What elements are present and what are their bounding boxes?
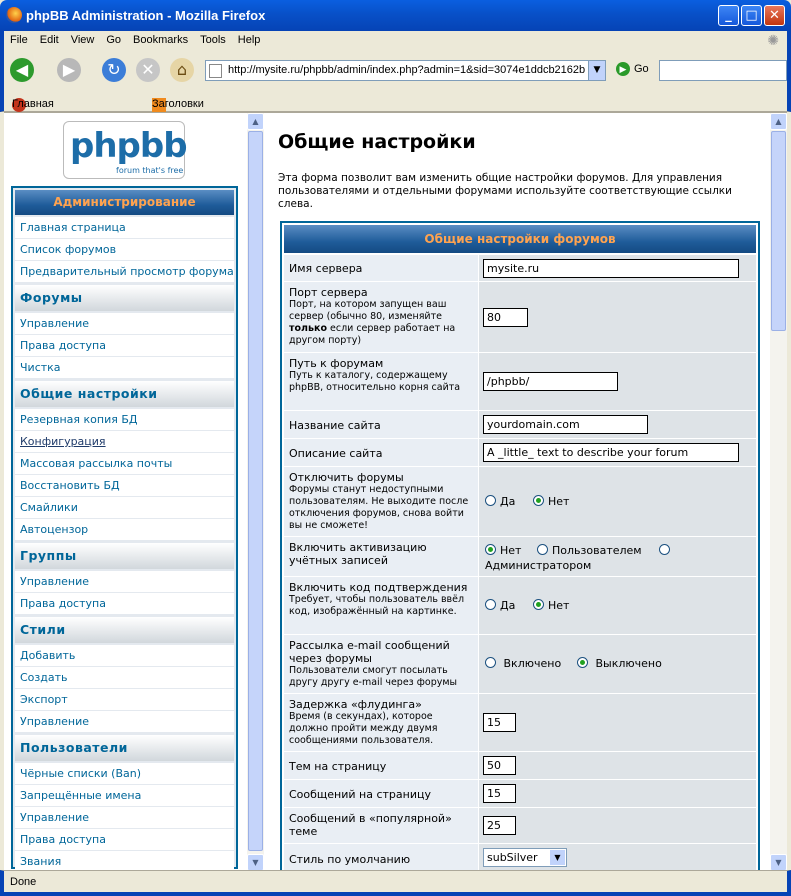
hot-threshold-input[interactable]: 25 [483,816,516,835]
throbber-icon: ✺ [767,33,779,49]
row-server-name: Имя сервера mysite.ru [284,254,756,281]
nav-cat-general: Общие настройки [15,381,234,407]
nav-header: Администрирование [15,190,234,215]
row-site-name: Название сайта yourdomain.com [284,410,756,438]
menu-edit[interactable]: Edit [39,34,59,46]
nav-item-ban[interactable]: Чёрные списки (Ban) [15,763,234,785]
nav-item-forums-manage[interactable]: Управление [15,313,234,335]
posts-per-page-input[interactable]: 15 [483,784,516,803]
page-title: Общие настройки [278,131,476,153]
menu-bar [0,31,791,52]
browser-content [4,112,787,870]
forward-icon[interactable]: ▶ [57,58,81,82]
row-script-path: Путь к форумам Путь к каталогу, содержащему phpBB, относительно корня сайта /phpbb/ [284,352,756,410]
right-frame [267,113,787,871]
search-input[interactable] [659,60,787,81]
nav-cat-styles: Стили [15,617,234,643]
form-header: Общие настройки форумов [284,225,756,253]
left-scroll-thumb[interactable] [248,131,263,851]
reload-icon[interactable]: ↻ [102,58,126,82]
nav-item-mass-email[interactable]: Массовая рассылка почты [15,453,234,475]
phpbb-logo: phpbb forum that's free [63,121,185,179]
email-on-radio[interactable]: Включено [485,657,561,670]
scroll-down-icon[interactable]: ▼ [247,854,264,871]
nav-item-styles-export[interactable]: Экспорт [15,689,234,711]
row-server-port: Порт сервера Порт, на котором запущен ваш сервер (обычно 80, изменяйте только если сервер работает на другом порту) 80 [284,281,756,352]
chevron-down-icon: ▼ [550,850,565,865]
scroll-down-icon[interactable]: ▼ [770,854,787,871]
admin-nav [11,186,238,869]
nav-item-groups-permissions[interactable]: Права доступа [15,593,234,615]
nav-item-ranks[interactable]: Звания [15,851,234,873]
activation-no-radio[interactable]: Нет [485,544,521,557]
go-icon: ▶ [616,62,630,76]
nav-item-forums-prune[interactable]: Чистка [15,357,234,379]
nav-item-restore[interactable]: Восстановить БД [15,475,234,497]
url-dropdown-icon[interactable]: ▼ [588,61,605,80]
menu-help[interactable]: Help [237,34,261,46]
title-bar [0,0,791,31]
nav-item-forums-permissions[interactable]: Права доступа [15,335,234,357]
activation-admin-radio[interactable] [659,544,674,557]
close-button[interactable]: ✕ [764,5,785,26]
row-topics-per-page: Тем на страницу 50 [284,751,756,779]
site-name-input[interactable]: yourdomain.com [483,415,648,434]
nav-item-users-manage[interactable]: Управление [15,807,234,829]
row-hot-threshold: Сообщений в «популярной» теме 25 [284,807,756,843]
menu-go[interactable]: Go [106,34,122,46]
nav-item-styles-manage[interactable]: Управление [15,711,234,733]
page-icon [209,64,222,78]
confirm-no-radio[interactable]: Нет [533,599,569,612]
bookmarks-bar: Главная Заголовки [0,88,791,112]
activation-admin-label: Администратором [485,559,592,572]
server-port-input[interactable]: 80 [483,308,528,327]
row-disable: Отключить форумы Форумы станут недоступными пользователям. Не выходите после отключения форумов, снова войти вы не сможете! Да Нет [284,466,756,536]
navigation-toolbar [0,52,791,88]
status-text: Done [10,876,37,888]
url-text: http://mysite.ru/phpbb/admin/index.php?admin=1&sid=3074e1ddcb2162b [228,64,586,76]
url-bar[interactable] [205,60,606,81]
menu-tools[interactable]: Tools [200,34,226,46]
nav-cat-groups: Группы [15,543,234,569]
disable-no-radio[interactable]: Нет [533,495,569,508]
config-form [280,221,760,871]
server-name-input[interactable]: mysite.ru [483,259,739,278]
home-icon[interactable]: ⌂ [170,58,194,82]
scroll-up-icon[interactable]: ▲ [770,113,787,130]
row-confirm: Включить код подтверждения Требует, чтобы пользователь ввёл код, изображённый на картинке. Да Нет [284,576,756,634]
nav-item-preview[interactable]: Предварительный просмотр форума [15,261,234,283]
window-title: phpBB Administration - Mozilla Firefox [26,8,266,23]
go-button[interactable]: ▶ Go [616,62,649,76]
status-bar [0,870,791,896]
site-desc-input[interactable]: A _little_ text to describe your forum [483,443,739,462]
nav-item-styles-add[interactable]: Добавить [15,645,234,667]
right-scrollbar[interactable] [770,113,787,871]
nav-item-styles-create[interactable]: Создать [15,667,234,689]
stop-icon[interactable]: ✕ [136,58,160,82]
email-off-radio[interactable]: Выключено [577,657,662,670]
flood-input[interactable]: 15 [483,713,516,732]
script-path-input[interactable]: /phpbb/ [483,372,618,391]
row-site-desc: Описание сайта A _little_ text to describe your forum [284,438,756,466]
nav-item-main[interactable]: Главная страница [15,217,234,239]
nav-item-backup[interactable]: Резервная копия БД [15,409,234,431]
minimize-button[interactable]: _ [718,5,739,26]
disable-yes-radio[interactable]: Да [485,495,515,508]
nav-cat-users: Пользователи [15,735,234,761]
menu-file[interactable]: File [10,34,28,46]
left-scrollbar[interactable] [247,113,264,871]
nav-item-forum-list[interactable]: Список форумов [15,239,234,261]
nav-item-word-censor[interactable]: Автоцензор [15,519,234,541]
row-posts-per-page: Сообщений на страницу 15 [284,779,756,807]
scroll-up-icon[interactable]: ▲ [247,113,264,130]
nav-item-smilies[interactable]: Смайлики [15,497,234,519]
row-flood: Задержка «флудинга» Время (в секундах), которое должно пройти между двумя сообщениями пользователя. 15 [284,693,756,751]
row-email: Рассылка e-mail сообщений через форумы Пользователи смогут посылать другу другу e-mail через форумы Включено Выключено [284,634,756,693]
right-scroll-thumb[interactable] [771,131,786,331]
nav-cat-forums: Форумы [15,285,234,311]
menu-bookmarks[interactable]: Bookmarks [133,34,189,46]
nav-item-configuration[interactable]: Конфигурация [15,431,234,453]
left-frame [4,113,267,871]
row-default-style: Стиль по умолчанию subSilver ▼ [284,843,756,871]
intro-text: Эта форма позволит вам изменить общие настройки форумов. Для управления пользователями и отдельными форумами используйте соответствующие ссылки слева. [278,172,732,210]
row-activation: Включить активизацию учётных записей Нет Пользователем Администратором [284,536,756,576]
default-style-select[interactable]: subSilver ▼ [483,848,567,867]
nav-item-users-permissions[interactable]: Права доступа [15,829,234,851]
nav-item-groups-manage[interactable]: Управление [15,571,234,593]
topics-per-page-input[interactable]: 50 [483,756,516,775]
back-icon[interactable]: ◀ [10,58,34,82]
confirm-yes-radio[interactable]: Да [485,599,515,612]
nav-item-disallow[interactable]: Запрещённые имена [15,785,234,807]
activation-user-radio[interactable]: Пользователем [537,544,642,557]
maximize-button[interactable]: □ [741,5,762,26]
firefox-icon [6,7,22,23]
menu-view[interactable]: View [70,34,95,46]
